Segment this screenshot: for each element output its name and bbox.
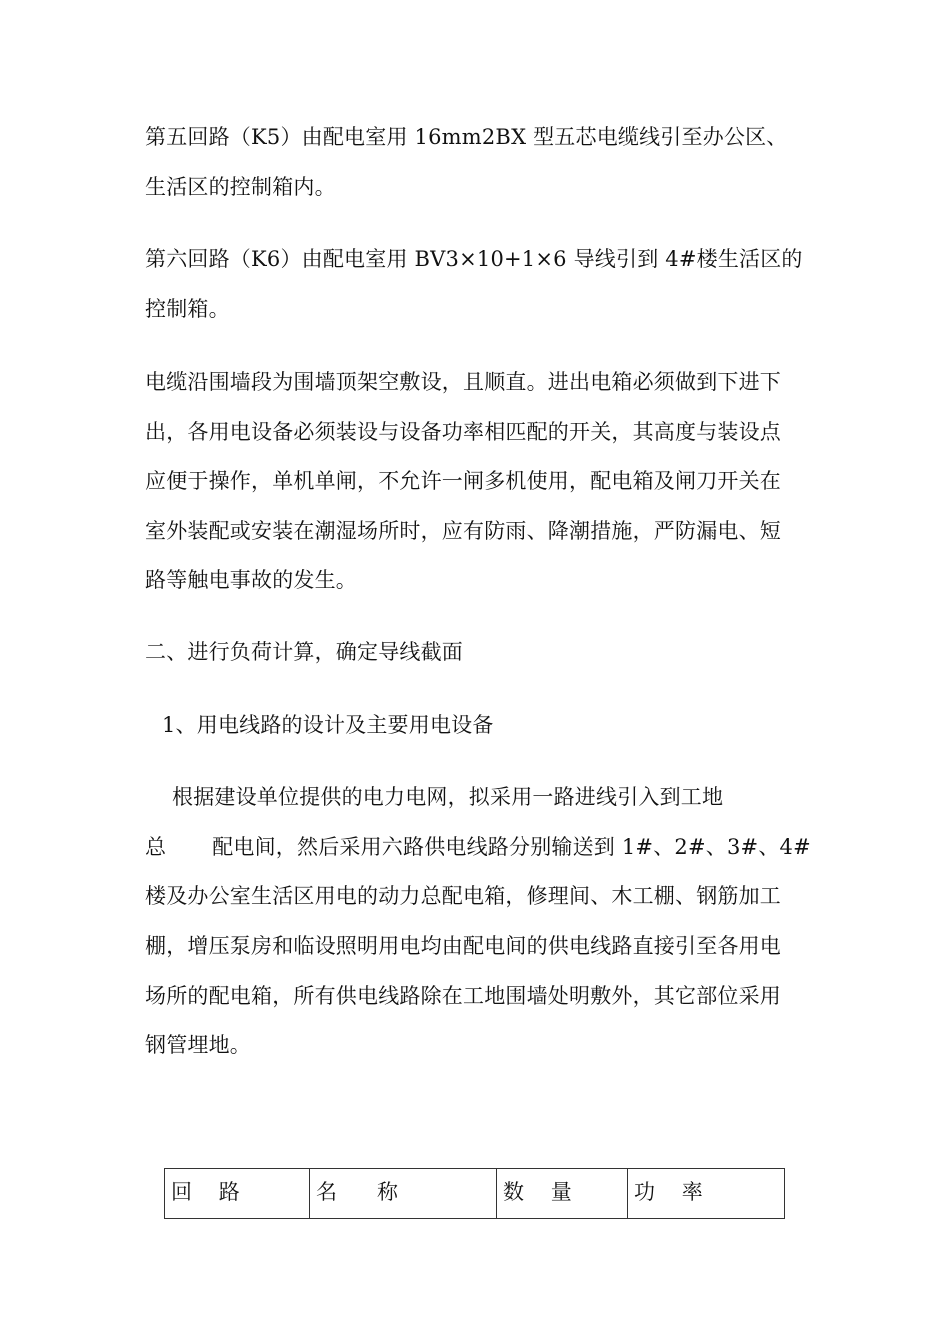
header-power: 功 率	[628, 1169, 785, 1219]
equipment-power-table	[164, 1168, 785, 1219]
paragraph-grid-line-2-rest: 配电间，然后采用六路供电线路分别输送到 1#、2#、3#、4#	[212, 835, 811, 859]
paragraph-grid-line-4: 棚，增压泵房和临设照明用电均由配电间的供电线路直接引至各用电	[145, 934, 781, 958]
paragraph-grid-line-5: 场所的配电箱，所有供电线路除在工地围墙处明敷外，其它部位采用	[145, 984, 781, 1008]
paragraph-grid-line-2	[145, 832, 811, 862]
paragraph-grid-word-zong: 总	[145, 835, 167, 859]
paragraph-grid-line-6: 钢管埋地。	[145, 1033, 251, 1057]
paragraph-k5-line-1: 第五回路（K5）由配电室用 16mm2BX 型五芯电缆线引至办公区、	[145, 125, 788, 149]
paragraph-cable-line-3: 应便于操作，单机单闸，不允许一闸多机使用，配电箱及闸刀开关在	[145, 469, 781, 493]
paragraph-cable-line-2: 出，各用电设备必须装设与设备功率相匹配的开关，其高度与装设点	[145, 420, 781, 444]
header-name: 名 称	[310, 1169, 497, 1219]
paragraph-grid-line-3: 楼及办公室生活区用电的动力总配电箱，修理间、木工棚、钢筋加工	[145, 884, 781, 908]
paragraph-k5-line-2: 生活区的控制箱内。	[145, 175, 336, 199]
header-quantity: 数 量	[497, 1169, 628, 1219]
paragraph-cable-line-5: 路等触电事故的发生。	[145, 568, 357, 592]
paragraph-k6-line-2: 控制箱。	[145, 297, 230, 321]
paragraph-cable-line-1: 电缆沿围墙段为围墙顶架空敷设，且顺直。进出电箱必须做到下进下	[145, 370, 781, 394]
header-circuit: 回 路	[165, 1169, 310, 1219]
subsection-heading-2-1: 1、用电线路的设计及主要用电设备	[162, 713, 494, 737]
paragraph-k6-line-1: 第六回路（K6）由配电室用 BV3×10+1×6 导线引到 4#楼生活区的	[145, 247, 803, 271]
paragraph-cable-line-4: 室外装配或安装在潮湿场所时，应有防雨、降潮措施，严防漏电、短	[145, 519, 781, 543]
section-heading-2: 二、进行负荷计算，确定导线截面	[145, 640, 463, 664]
paragraph-grid-line-1: 根据建设单位提供的电力电网，拟采用一路进线引入到工地	[172, 785, 724, 809]
table-header-row	[165, 1169, 785, 1219]
